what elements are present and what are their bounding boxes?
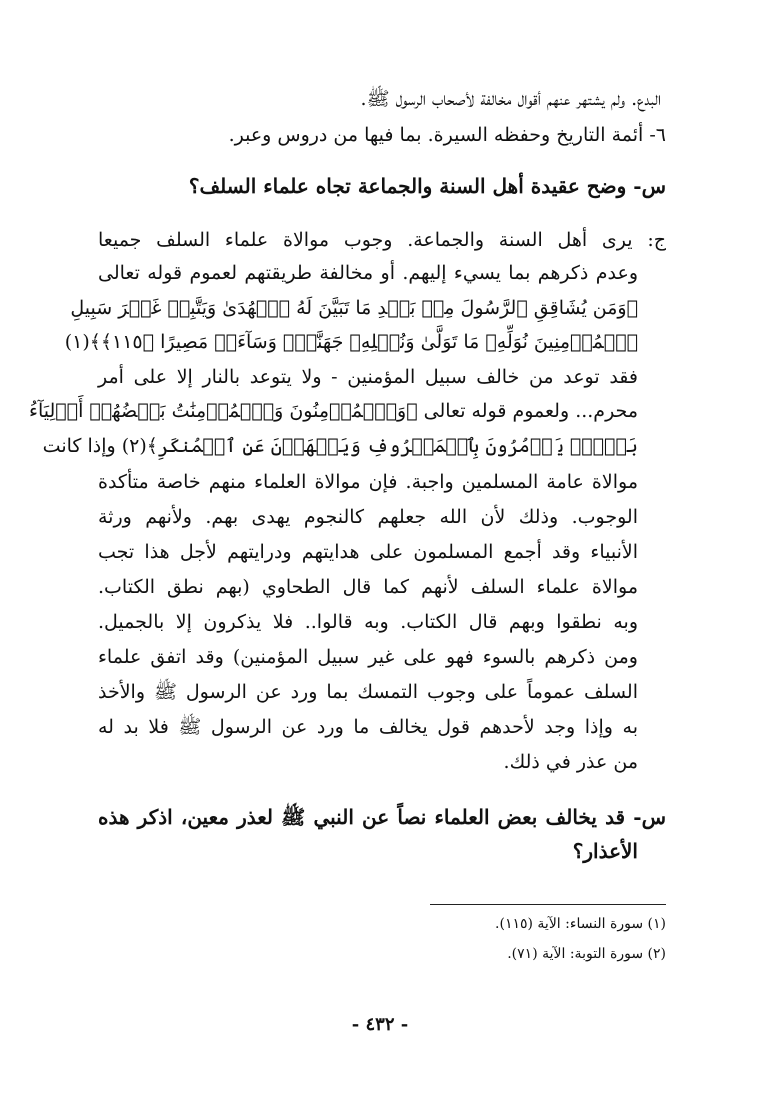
text-line: موالاة علماء السلف لأنهم كما قال الطحاوي (بهم نطق الكتاب.: [98, 576, 638, 598]
quran-verse-line: ٱلۡمُؤۡمِنِينَ نُوَلِّهِۦ مَا تَوَلَّىٰ وَنُصۡلِهِۦ جَهَنَّمَۖ وَسَآءَتۡ مَصِيرًا ﴿١١٥﴾﴾(١): [64, 331, 638, 353]
question-heading: س- قد يخالف بعض العلماء نصاً عن النبي ﷺ لعذر معين، اذكر هذه: [98, 805, 666, 829]
text-line: الأنبياء وقد أجمع المسلمون على هدايتهم ودرايتهم لأجل هذا تجب: [98, 541, 638, 563]
text-line: من عذر في ذلك.: [503, 751, 638, 773]
text-line: الوجوب. وذلك لأن الله جعلهم كالنجوم يهدى بهم. ولأنهم ورثة: [98, 506, 638, 528]
question-heading: الأعذار؟: [572, 839, 638, 863]
list-item-6: ٦- أئمة التاريخ وحفظه السيرة. بما فيها من دروس وعبر.: [228, 124, 666, 146]
text-line: موالاة عامة المسلمين واجبة. فإن موالاة العلماء منهم خاصة متأكدة: [98, 471, 638, 493]
text-line: ومن ذكرهم بالسوء فهو على غير سبيل المؤمنين) وقد اتفق علماء: [98, 646, 638, 668]
text-line: البدع. ولم يشتهر عنهم أقوال مخالفة لأصحاب الرسول ﷺ.: [360, 88, 661, 110]
footnote-divider: [430, 904, 666, 905]
footnote: (٢) سورة التوبة: الآية (٧١).: [507, 946, 666, 962]
footnote: (١) سورة النساء: الآية (١١٥).: [495, 916, 666, 932]
text-line: به وإذا وجد لأحدهم قول يخالف ما ورد عن الرسول ﷺ فلا بد له: [98, 716, 638, 738]
text-line: فقد توعد من خالف سبيل المؤمنين - ولا يتوعد بالنار إلا على أمر: [98, 366, 638, 388]
page-number: - ٤٣٢ -: [351, 1014, 409, 1035]
quran-verse-line: محرم... ولعموم قوله تعالى ﴿وَٱلۡمُؤۡمِنُونَ وَٱلۡمُؤۡمِنَٰتُ بَعۡضُهُمۡ أَوۡلِيَآءُ: [29, 400, 638, 422]
text-line: وبه نطقوا وبهم قال الكتاب. وبه قالوا.. فلا يذكرون إلا بالجميل.: [98, 611, 638, 633]
quran-verse-line: ﴿وَمَن يُشَاقِقِ ٱلرَّسُولَ مِنۢ بَعۡدِ مَا تَبَيَّنَ لَهُ ٱلۡهُدَىٰ وَيَتَّبِعۡ غَيۡرَ سَبِيلِ: [70, 297, 638, 319]
question-heading: س- وضح عقيدة أهل السنة والجماعة تجاه علماء السلف؟: [188, 174, 666, 198]
text-line: وعدم ذكرهم بما يسيء إليهم. أو مخالفة طريقتهم لعموم قوله تعالى: [98, 262, 638, 284]
text-line: السلف عموماً على وجوب التمسك بما ورد عن الرسول ﷺ والأخذ: [98, 681, 638, 703]
quran-verse-line: بَعۡضٖۚ يَأۡمُرُونَ بِٱلۡمَعۡرُوفِ وَيَنۡهَوۡنَ عَنِ ٱلۡمُنكَرِ﴾(٢) وإذا كانت: [42, 435, 638, 457]
answer-line: ج: يرى أهل السنة والجماعة. وجوب موالاة علماء السلف جميعا: [98, 229, 666, 251]
